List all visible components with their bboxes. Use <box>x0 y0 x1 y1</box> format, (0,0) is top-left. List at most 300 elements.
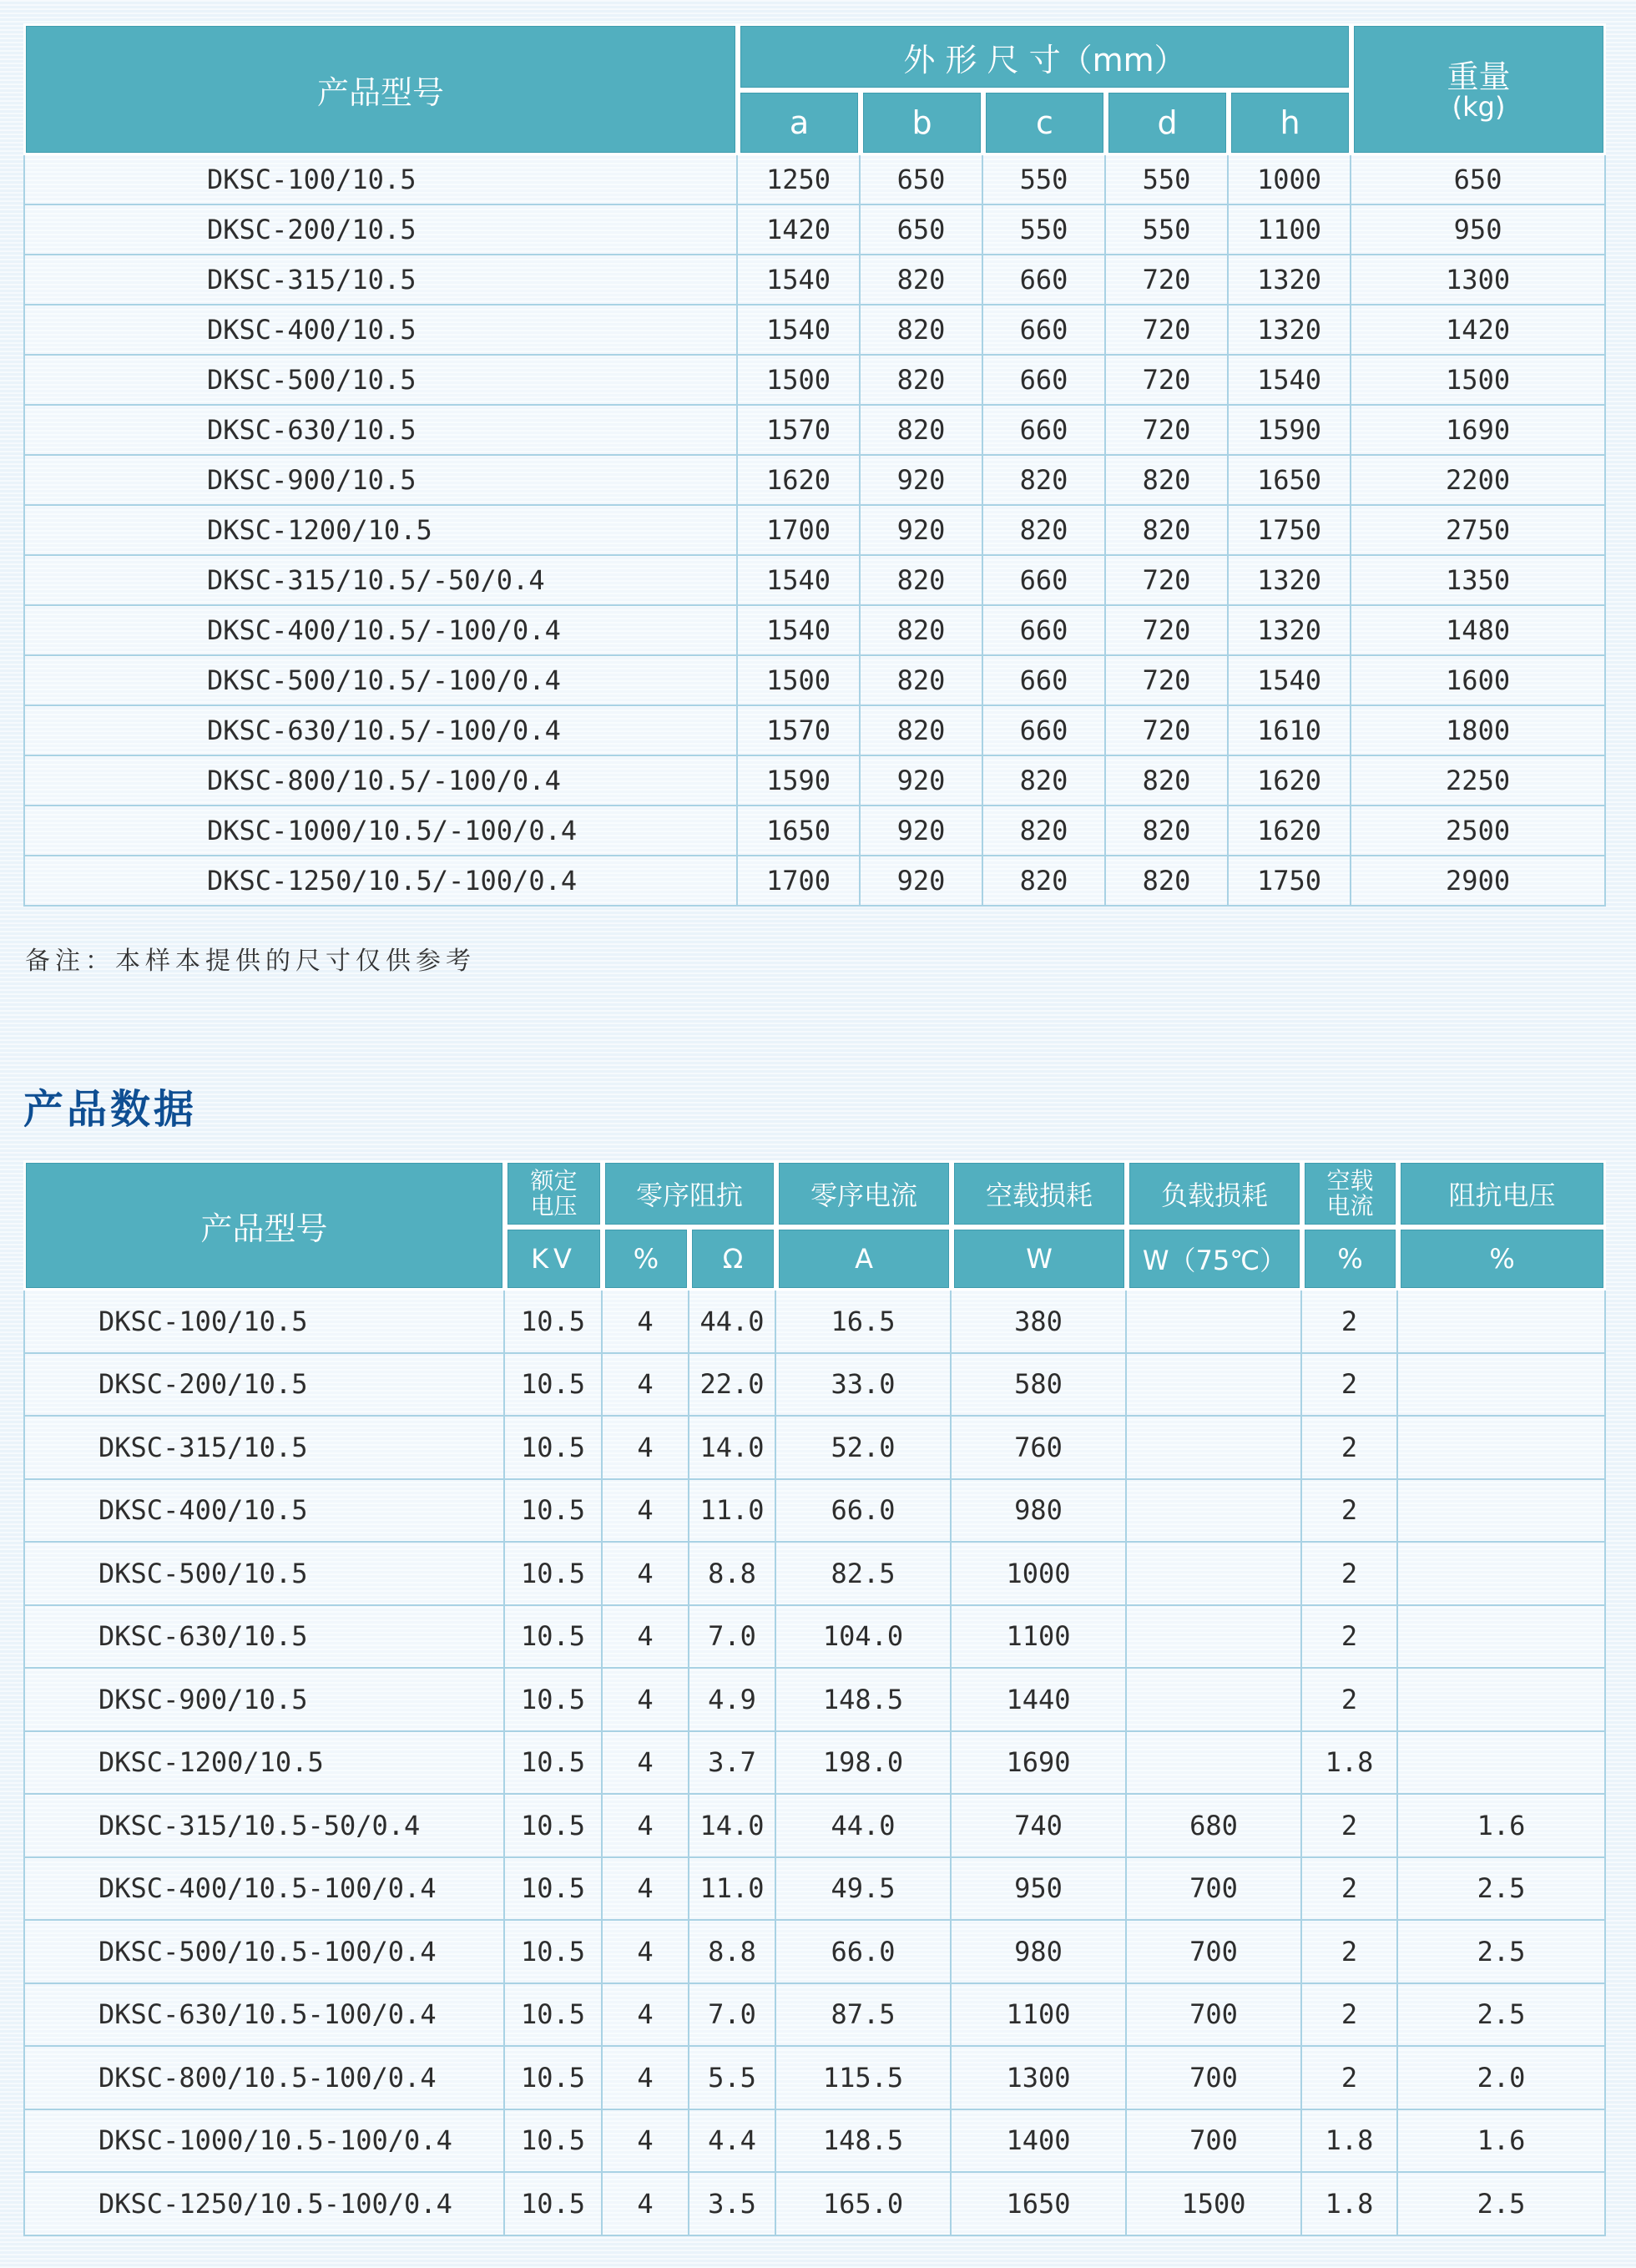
value-cell: 650 <box>861 205 983 255</box>
table-row <box>23 1291 1606 1354</box>
table-row <box>23 306 1606 356</box>
value-cell: 148.5 <box>776 1669 952 1732</box>
value-cell: 1500 <box>1351 356 1606 406</box>
value-cell: 1420 <box>738 205 861 255</box>
model-cell: DKSC-400/10.5 <box>23 1480 505 1543</box>
value-cell: 2 <box>1302 1417 1398 1480</box>
value-cell: 10.5 <box>505 1354 603 1417</box>
value-cell: 1540 <box>738 606 861 656</box>
model-cell: DKSC-100/10.5 <box>23 155 738 205</box>
value-cell: 8.8 <box>689 1921 776 1984</box>
table-row <box>23 456 1606 506</box>
value-cell: 14.0 <box>689 1795 776 1858</box>
value-cell: 1590 <box>738 756 861 806</box>
value-cell: 920 <box>861 806 983 856</box>
outline-dimension-header: 外 形 尺 寸（mm） <box>738 23 1351 90</box>
value-cell: 8.8 <box>689 1543 776 1606</box>
value-cell: 1350 <box>1351 556 1606 606</box>
value-cell: 550 <box>1106 205 1229 255</box>
value-cell: 1540 <box>738 306 861 356</box>
model-cell: DKSC-315/10.5 <box>23 255 738 306</box>
value-cell: 1590 <box>1229 406 1351 456</box>
value-cell: 820 <box>861 255 983 306</box>
dim-h-header: h <box>1229 90 1351 155</box>
value-cell: 4 <box>603 1921 689 1984</box>
value-cell: 980 <box>952 1921 1127 1984</box>
table-row <box>23 1354 1606 1417</box>
value-cell: 11.0 <box>689 1480 776 1543</box>
value-cell: 1.6 <box>1398 1795 1606 1858</box>
model-cell: DKSC-500/10.5-100/0.4 <box>23 1921 505 1984</box>
value-cell: 2.5 <box>1398 2173 1606 2236</box>
value-cell: 2 <box>1302 1291 1398 1354</box>
value-cell: 1320 <box>1229 255 1351 306</box>
value-cell <box>1127 1354 1302 1417</box>
value-cell: 920 <box>861 506 983 556</box>
value-cell: 2 <box>1302 1669 1398 1732</box>
table-row <box>23 1669 1606 1732</box>
unit-ohm: Ω <box>689 1227 776 1291</box>
value-cell: 660 <box>983 406 1106 456</box>
value-cell: 2.0 <box>1398 2047 1606 2110</box>
value-cell: 580 <box>952 1354 1127 1417</box>
value-cell: 1500 <box>1127 2173 1302 2236</box>
table-row <box>23 255 1606 306</box>
value-cell: 660 <box>983 255 1106 306</box>
value-cell: 4 <box>603 2047 689 2110</box>
unit-watt: W <box>952 1227 1127 1291</box>
value-cell: 165.0 <box>776 2173 952 2236</box>
value-cell: 820 <box>983 856 1106 907</box>
value-cell: 820 <box>983 506 1106 556</box>
value-cell: 4 <box>603 1354 689 1417</box>
load-loss-header: 负载损耗 <box>1127 1160 1302 1227</box>
value-cell: 1700 <box>738 856 861 907</box>
value-cell: 52.0 <box>776 1417 952 1480</box>
table-row <box>23 706 1606 756</box>
value-cell: 4 <box>603 1480 689 1543</box>
model-header: 产品型号 <box>23 23 738 155</box>
model-cell: DKSC-100/10.5 <box>23 1291 505 1354</box>
value-cell: 820 <box>1106 756 1229 806</box>
value-cell: 820 <box>861 656 983 706</box>
value-cell: 4 <box>603 1417 689 1480</box>
value-cell: 1400 <box>952 2110 1127 2174</box>
value-cell: 2 <box>1302 1858 1398 1922</box>
value-cell: 820 <box>861 356 983 406</box>
value-cell: 950 <box>952 1858 1127 1922</box>
value-cell: 1540 <box>738 255 861 306</box>
value-cell: 660 <box>983 656 1106 706</box>
table-row <box>23 1606 1606 1669</box>
value-cell: 700 <box>1127 2110 1302 2174</box>
unit-kv: KV <box>505 1227 603 1291</box>
table-row <box>23 2110 1606 2174</box>
value-cell: 2 <box>1302 2047 1398 2110</box>
value-cell: 10.5 <box>505 2110 603 2174</box>
value-cell: 1650 <box>952 2173 1127 2236</box>
value-cell: 2 <box>1302 1606 1398 1669</box>
value-cell: 1700 <box>738 506 861 556</box>
value-cell: 115.5 <box>776 2047 952 2110</box>
model-cell: DKSC-900/10.5 <box>23 1669 505 1732</box>
value-cell: 2 <box>1302 1480 1398 1543</box>
model-cell: DKSC-1200/10.5 <box>23 1732 505 1796</box>
value-cell <box>1398 1543 1606 1606</box>
value-cell: 1570 <box>738 706 861 756</box>
value-cell: 1690 <box>952 1732 1127 1796</box>
value-cell: 1.8 <box>1302 2173 1398 2236</box>
value-cell <box>1127 1480 1302 1543</box>
value-cell: 1420 <box>1351 306 1606 356</box>
value-cell: 380 <box>952 1291 1127 1354</box>
dimensions-table <box>23 23 1606 907</box>
value-cell: 1500 <box>738 656 861 706</box>
value-cell <box>1398 1669 1606 1732</box>
table-row <box>23 406 1606 456</box>
value-cell: 1100 <box>1229 205 1351 255</box>
dim-a-header: a <box>738 90 861 155</box>
value-cell: 550 <box>1106 155 1229 205</box>
value-cell <box>1398 1732 1606 1796</box>
value-cell: 3.7 <box>689 1732 776 1796</box>
value-cell: 820 <box>861 406 983 456</box>
value-cell: 10.5 <box>505 1543 603 1606</box>
value-cell: 820 <box>861 706 983 756</box>
value-cell: 820 <box>861 606 983 656</box>
weight-header <box>1351 23 1606 155</box>
value-cell: 1540 <box>738 556 861 606</box>
value-cell: 1690 <box>1351 406 1606 456</box>
value-cell: 87.5 <box>776 1984 952 2048</box>
value-cell: 1620 <box>1229 756 1351 806</box>
model-header: 产品型号 <box>23 1160 505 1291</box>
value-cell: 14.0 <box>689 1417 776 1480</box>
value-cell: 2 <box>1302 1984 1398 2048</box>
no-load-loss-header: 空载损耗 <box>952 1160 1127 1227</box>
table-row <box>23 656 1606 706</box>
value-cell: 4 <box>603 1543 689 1606</box>
table-row <box>23 1795 1606 1858</box>
unit-ampere: A <box>776 1227 952 1291</box>
value-cell: 1620 <box>1229 806 1351 856</box>
table-row <box>23 1984 1606 2048</box>
model-cell: DKSC-630/10.5/-100/0.4 <box>23 706 738 756</box>
value-cell: 10.5 <box>505 1921 603 1984</box>
value-cell <box>1127 1669 1302 1732</box>
value-cell: 820 <box>1106 806 1229 856</box>
value-cell <box>1127 1732 1302 1796</box>
value-cell: 1100 <box>952 1606 1127 1669</box>
value-cell: 4 <box>603 1858 689 1922</box>
value-cell: 650 <box>1351 155 1606 205</box>
zero-sequence-impedance-header: 零序阻抗 <box>603 1160 776 1227</box>
value-cell: 4 <box>603 1669 689 1732</box>
value-cell: 2900 <box>1351 856 1606 907</box>
value-cell: 7.0 <box>689 1606 776 1669</box>
value-cell: 49.5 <box>776 1858 952 1922</box>
unit-watt-75c: W（75℃） <box>1127 1227 1302 1291</box>
dim-d-header: d <box>1106 90 1229 155</box>
model-cell: DKSC-800/10.5/-100/0.4 <box>23 756 738 806</box>
no-load-current-header <box>1302 1160 1398 1227</box>
value-cell: 66.0 <box>776 1921 952 1984</box>
value-cell: 1320 <box>1229 306 1351 356</box>
value-cell: 820 <box>983 456 1106 506</box>
table-row <box>23 756 1606 806</box>
value-cell: 720 <box>1106 556 1229 606</box>
value-cell: 82.5 <box>776 1543 952 1606</box>
model-cell: DKSC-400/10.5 <box>23 306 738 356</box>
value-cell: 820 <box>1106 456 1229 506</box>
value-cell: 104.0 <box>776 1606 952 1669</box>
table-row <box>23 1858 1606 1922</box>
value-cell <box>1398 1354 1606 1417</box>
value-cell: 720 <box>1106 606 1229 656</box>
value-cell: 680 <box>1127 1795 1302 1858</box>
value-cell: 2750 <box>1351 506 1606 556</box>
section-title: 产品数据 <box>23 1086 198 1133</box>
model-cell: DKSC-630/10.5-100/0.4 <box>23 1984 505 2048</box>
value-cell: 10.5 <box>505 1669 603 1732</box>
value-cell: 2250 <box>1351 756 1606 806</box>
unit-percent-voltage: % <box>1398 1227 1606 1291</box>
value-cell: 660 <box>983 556 1106 606</box>
model-cell: DKSC-315/10.5-50/0.4 <box>23 1795 505 1858</box>
value-cell: 700 <box>1127 2047 1302 2110</box>
value-cell: 1250 <box>738 155 861 205</box>
value-cell: 2 <box>1302 1354 1398 1417</box>
value-cell: 10.5 <box>505 1984 603 2048</box>
rated-voltage-header <box>505 1160 603 1227</box>
impedance-voltage-header: 阻抗电压 <box>1398 1160 1606 1227</box>
value-cell: 1000 <box>1229 155 1351 205</box>
value-cell: 550 <box>983 155 1106 205</box>
value-cell: 1500 <box>738 356 861 406</box>
product-data-table-body <box>23 1291 1606 2236</box>
dimensions-table-body <box>23 155 1606 907</box>
value-cell: 720 <box>1106 406 1229 456</box>
rated-voltage-label: 额定 电压 <box>530 1167 578 1220</box>
value-cell: 1750 <box>1229 506 1351 556</box>
value-cell <box>1127 1291 1302 1354</box>
model-cell: DKSC-500/10.5 <box>23 1543 505 1606</box>
value-cell: 2.5 <box>1398 1984 1606 2048</box>
value-cell: 66.0 <box>776 1480 952 1543</box>
value-cell: 10.5 <box>505 1795 603 1858</box>
value-cell: 4 <box>603 1606 689 1669</box>
value-cell: 1750 <box>1229 856 1351 907</box>
value-cell: 980 <box>952 1480 1127 1543</box>
value-cell <box>1398 1606 1606 1669</box>
value-cell: 1320 <box>1229 556 1351 606</box>
model-cell: DKSC-400/10.5/-100/0.4 <box>23 606 738 656</box>
table-row <box>23 356 1606 406</box>
value-cell: 1440 <box>952 1669 1127 1732</box>
model-cell: DKSC-630/10.5 <box>23 1606 505 1669</box>
value-cell: 10.5 <box>505 1417 603 1480</box>
no-load-current-label: 空载 电流 <box>1326 1167 1374 1220</box>
table-row <box>23 2047 1606 2110</box>
value-cell: 720 <box>1106 656 1229 706</box>
value-cell: 4 <box>603 1291 689 1354</box>
value-cell: 44.0 <box>776 1795 952 1858</box>
value-cell: 10.5 <box>505 2173 603 2236</box>
value-cell: 1000 <box>952 1543 1127 1606</box>
value-cell: 22.0 <box>689 1354 776 1417</box>
value-cell: 4 <box>603 1732 689 1796</box>
value-cell: 650 <box>861 155 983 205</box>
value-cell: 950 <box>1351 205 1606 255</box>
model-cell: DKSC-630/10.5 <box>23 406 738 456</box>
value-cell: 1800 <box>1351 706 1606 756</box>
value-cell: 1300 <box>1351 255 1606 306</box>
weight-header-unit: (kg) <box>1452 91 1506 123</box>
value-cell: 4 <box>603 2110 689 2174</box>
model-cell: DKSC-1000/10.5-100/0.4 <box>23 2110 505 2174</box>
value-cell: 700 <box>1127 1984 1302 2048</box>
value-cell: 660 <box>983 356 1106 406</box>
value-cell: 740 <box>952 1795 1127 1858</box>
value-cell: 550 <box>983 205 1106 255</box>
value-cell <box>1127 1417 1302 1480</box>
value-cell: 920 <box>861 756 983 806</box>
value-cell <box>1398 1291 1606 1354</box>
value-cell: 1540 <box>1229 356 1351 406</box>
value-cell: 1540 <box>1229 656 1351 706</box>
value-cell: 1610 <box>1229 706 1351 756</box>
dim-b-header: b <box>861 90 983 155</box>
model-cell: DKSC-800/10.5-100/0.4 <box>23 2047 505 2110</box>
value-cell: 660 <box>983 306 1106 356</box>
value-cell: 720 <box>1106 306 1229 356</box>
value-cell: 1.6 <box>1398 2110 1606 2174</box>
value-cell: 2.5 <box>1398 1858 1606 1922</box>
table-row <box>23 606 1606 656</box>
model-cell: DKSC-200/10.5 <box>23 205 738 255</box>
value-cell: 700 <box>1127 1858 1302 1922</box>
model-cell: DKSC-900/10.5 <box>23 456 738 506</box>
model-cell: DKSC-1000/10.5/-100/0.4 <box>23 806 738 856</box>
zero-sequence-current-header: 零序电流 <box>776 1160 952 1227</box>
value-cell: 820 <box>1106 856 1229 907</box>
table-row <box>23 205 1606 255</box>
value-cell: 700 <box>1127 1921 1302 1984</box>
value-cell: 820 <box>861 556 983 606</box>
value-cell: 4.4 <box>689 2110 776 2174</box>
table-row <box>23 856 1606 907</box>
model-cell: DKSC-1250/10.5-100/0.4 <box>23 2173 505 2236</box>
value-cell: 820 <box>983 756 1106 806</box>
value-cell: 10.5 <box>505 2047 603 2110</box>
value-cell: 2.5 <box>1398 1921 1606 1984</box>
value-cell <box>1398 1480 1606 1543</box>
table-row <box>23 1417 1606 1480</box>
value-cell: 720 <box>1106 356 1229 406</box>
value-cell: 5.5 <box>689 2047 776 2110</box>
table-row <box>23 1480 1606 1543</box>
value-cell: 820 <box>983 806 1106 856</box>
value-cell: 1620 <box>738 456 861 506</box>
model-cell: DKSC-315/10.5 <box>23 1417 505 1480</box>
product-data-table <box>23 1160 1606 2236</box>
value-cell: 198.0 <box>776 1732 952 1796</box>
value-cell: 1570 <box>738 406 861 456</box>
value-cell: 720 <box>1106 255 1229 306</box>
value-cell: 7.0 <box>689 1984 776 2048</box>
table-row <box>23 556 1606 606</box>
value-cell <box>1127 1543 1302 1606</box>
table-row <box>23 1543 1606 1606</box>
value-cell: 33.0 <box>776 1354 952 1417</box>
table-row <box>23 1921 1606 1984</box>
model-cell: DKSC-500/10.5 <box>23 356 738 406</box>
value-cell: 148.5 <box>776 2110 952 2174</box>
value-cell: 1.8 <box>1302 2110 1398 2174</box>
value-cell: 1300 <box>952 2047 1127 2110</box>
value-cell: 2 <box>1302 1543 1398 1606</box>
value-cell: 1480 <box>1351 606 1606 656</box>
unit-percent-current: % <box>1302 1227 1398 1291</box>
value-cell: 1.8 <box>1302 1732 1398 1796</box>
value-cell: 2 <box>1302 1795 1398 1858</box>
value-cell: 820 <box>861 306 983 356</box>
value-cell: 44.0 <box>689 1291 776 1354</box>
value-cell: 3.5 <box>689 2173 776 2236</box>
value-cell: 920 <box>861 456 983 506</box>
value-cell: 660 <box>983 706 1106 756</box>
value-cell: 1320 <box>1229 606 1351 656</box>
model-cell: DKSC-1250/10.5/-100/0.4 <box>23 856 738 907</box>
table-row <box>23 806 1606 856</box>
value-cell: 10.5 <box>505 1858 603 1922</box>
footnote: 备注：本样本提供的尺寸仅供参考 <box>25 947 476 976</box>
value-cell: 10.5 <box>505 1606 603 1669</box>
table-row <box>23 1732 1606 1796</box>
unit-percent-impedance: % <box>603 1227 689 1291</box>
model-cell: DKSC-200/10.5 <box>23 1354 505 1417</box>
value-cell: 1100 <box>952 1984 1127 2048</box>
value-cell: 1600 <box>1351 656 1606 706</box>
value-cell: 4 <box>603 1984 689 2048</box>
model-cell: DKSC-400/10.5-100/0.4 <box>23 1858 505 1922</box>
weight-header-label: 重量 <box>1447 58 1511 95</box>
value-cell <box>1398 1417 1606 1480</box>
value-cell <box>1127 1606 1302 1669</box>
value-cell: 1650 <box>738 806 861 856</box>
value-cell: 760 <box>952 1417 1127 1480</box>
value-cell: 10.5 <box>505 1732 603 1796</box>
value-cell: 2200 <box>1351 456 1606 506</box>
value-cell: 11.0 <box>689 1858 776 1922</box>
value-cell: 2 <box>1302 1921 1398 1984</box>
table-row <box>23 2173 1606 2236</box>
dim-c-header: c <box>983 90 1106 155</box>
value-cell: 2500 <box>1351 806 1606 856</box>
model-cell: DKSC-1200/10.5 <box>23 506 738 556</box>
model-cell: DKSC-315/10.5/-50/0.4 <box>23 556 738 606</box>
value-cell: 920 <box>861 856 983 907</box>
value-cell: 720 <box>1106 706 1229 756</box>
value-cell: 16.5 <box>776 1291 952 1354</box>
value-cell: 4.9 <box>689 1669 776 1732</box>
model-cell: DKSC-500/10.5/-100/0.4 <box>23 656 738 706</box>
value-cell: 4 <box>603 1795 689 1858</box>
value-cell: 1650 <box>1229 456 1351 506</box>
value-cell: 820 <box>1106 506 1229 556</box>
value-cell: 660 <box>983 606 1106 656</box>
table-row <box>23 155 1606 205</box>
